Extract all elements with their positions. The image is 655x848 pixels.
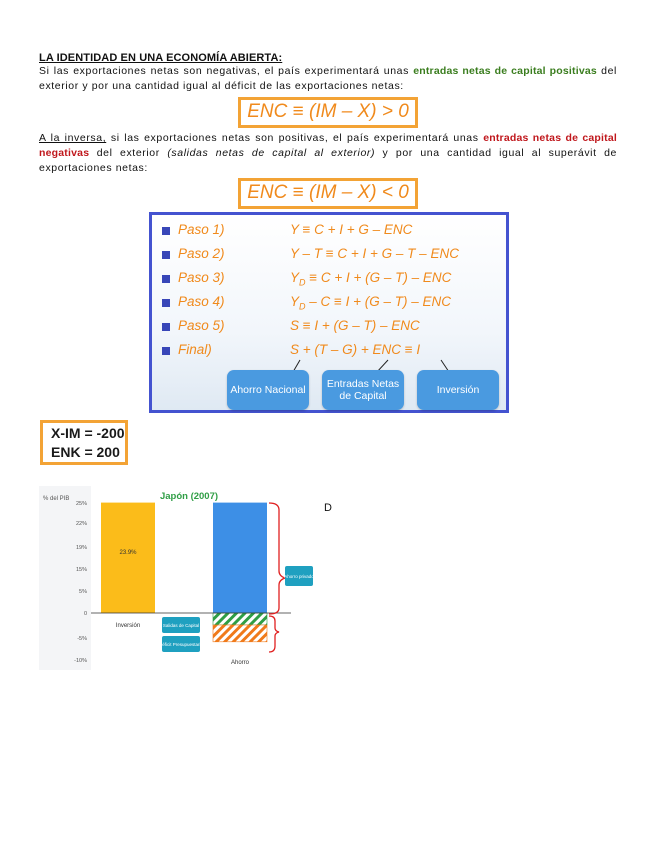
y-tick-label: 25%	[75, 501, 87, 507]
axis-panel	[39, 486, 91, 670]
bar-value-label: 23.9%	[119, 550, 137, 556]
y-tick-label: 5%	[79, 589, 87, 595]
svg-text:Ahorro privado: Ahorro privado	[284, 574, 314, 579]
japan-saving-investment-chart	[39, 486, 315, 670]
svg-text:Déficit Presupuestario: Déficit Presupuestario	[158, 642, 204, 647]
chart-title: Japón (2007)	[159, 491, 219, 502]
y-tick-label: 22%	[75, 521, 87, 527]
y-axis-label: % del PIB	[43, 496, 70, 502]
step-row: Paso 5) S ≡ I + (G – T) – ENC	[152, 316, 506, 338]
step-equation: $Y_D - C \equiv I + (G - T)$ – ENC	[290, 294, 452, 312]
side-mark: D	[324, 502, 332, 514]
step-row: Final) S + (T – G) + ENC ≡ I	[152, 340, 506, 362]
section-title: LA IDENTIDAD EN UNA ECONOMÍA ABIERTA:	[39, 52, 283, 64]
negative-segment	[213, 613, 267, 625]
paragraph-1-line-1: Si las exportaciones netas son negativas, el país experimentará unas entradas netas de capital positivas del	[39, 65, 617, 77]
net-exports-line: X-IM = -200	[51, 425, 125, 441]
negative-inflow-highlight-2: negativas	[39, 147, 90, 159]
bar-inversión	[101, 503, 155, 613]
step-row: Paso 2) Y – T ≡ C + I + G – T – ENC	[152, 244, 506, 266]
positive-inflow-highlight: entradas netas de capital positivas	[413, 65, 597, 77]
step-row: Paso 1) Y ≡ C + I + G – ENC	[152, 220, 506, 242]
formula-deficit: ENC ≡ (IM – X) > 0	[238, 97, 418, 128]
formula-surplus: ENC ≡ (IM – X) < 0	[238, 178, 418, 209]
step-row: Paso 4) $Y_D - C \equiv I + (G - T)$ – ENC	[152, 292, 506, 314]
net-capital-line: ENK = 200	[51, 444, 120, 460]
y-tick-label: -5%	[77, 636, 87, 642]
paragraph-1-line-2: exterior y por una cantidad igual al déficit de las exportaciones netas:	[39, 80, 404, 92]
y-tick-label: 19%	[75, 545, 87, 551]
pill-national-saving: Ahorro Nacional	[227, 370, 309, 410]
pill-net-capital-inflows: Entradas Netas de Capital	[322, 370, 404, 410]
derivation-steps-box	[149, 212, 509, 413]
bar-ahorro	[213, 503, 267, 613]
category-label-investment: Inversión	[115, 623, 141, 629]
y-tick-label: 0	[83, 611, 87, 617]
y-tick-label: -10%	[74, 658, 87, 664]
paragraph-2-line-3: exportaciones netas:	[39, 162, 148, 174]
step-row: Paso 3) $Y_D \equiv C + I + (G - T)$ – ENC	[152, 268, 506, 290]
paragraph-2-line-1: A la inversa, si las exportaciones netas son positivas, el país experimentará unas entradas netas de capital	[39, 132, 618, 144]
y-tick-label: 15%	[75, 567, 87, 573]
net-exports-box	[40, 420, 128, 465]
pill-investment: Inversión	[417, 370, 499, 410]
category-label-saving: Ahorro	[230, 660, 250, 666]
negative-segment	[213, 625, 267, 642]
svg-text:Salidas de Capital: Salidas de Capital	[162, 623, 200, 628]
step-equation: $Y_D \equiv C + I + (G - T)$ – ENC	[290, 270, 452, 288]
negative-inflow-highlight-1: entradas netas de capital	[483, 132, 618, 144]
paragraph-2-line-2: negativas del exterior (salidas netas de capital al exterior) y por una cantidad igual al superávit de	[39, 147, 617, 159]
